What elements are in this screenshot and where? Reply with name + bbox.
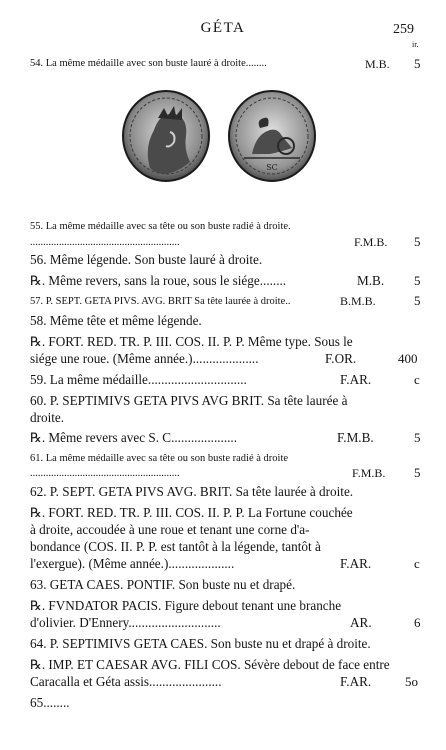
entry-56: 56. Même légende. Son buste lauré à droite.	[30, 252, 263, 267]
entry-57-value: 5	[414, 293, 421, 308]
entry-56-value: 5	[414, 273, 421, 288]
entry-58: 58. Même tête et même légende.	[30, 313, 202, 328]
entry-60-reverse: ℞. Même revers avec S. C....................	[30, 430, 238, 445]
entry-62-reverse-line4: l'exergue). (Même année.)....................	[30, 556, 235, 571]
entry-58-value: 400	[398, 351, 418, 366]
entry-55-value: 5	[414, 234, 421, 249]
entry-57: 57. P. SEPT. GETA PIVS. AVG. BRIT Sa tête laurée à droite..	[30, 296, 291, 307]
entry-62-value: c	[414, 556, 420, 571]
entry-56-reverse: ℞. Même revers, sans la roue, sous le siége........	[30, 273, 287, 288]
page-title: GÉTA	[200, 20, 246, 36]
entry-58-rarity: F.OR.	[325, 351, 357, 366]
entry-59-value: c	[414, 372, 420, 387]
page-note: ir.	[412, 40, 419, 49]
entry-62-reverse-line2: à droite, accoudée à une roue et tenant une corne d'a-	[30, 522, 310, 537]
entry-65: 65........	[30, 695, 70, 710]
entry-64: 64. P. SEPTIMIVS GETA CAES. Son buste nu et drapé à droite.	[30, 636, 371, 651]
entry-62: 62. P. SEPT. GETA PIVS AVG. BRIT. Sa tête laurée à droite.	[30, 484, 354, 499]
entry-54-value: 5	[414, 56, 421, 71]
entry-60: 60. P. SEPTIMIVS GETA PIVS AVG BRIT. Sa tête laurée à	[30, 393, 348, 408]
entry-63-value: 6	[414, 615, 421, 630]
entry-62-rarity: F.AR.	[340, 556, 372, 571]
entry-63-reverse-cont: d'olivier. D'Ennery............................	[30, 615, 221, 630]
entry-63-rarity: AR.	[350, 615, 372, 630]
entry-60-cont: droite.	[30, 410, 65, 425]
entry-61-value: 5	[414, 465, 421, 480]
entry-60-rarity: F.M.B.	[337, 430, 374, 445]
entry-58-reverse-cont: siége une roue. (Même année.)....................	[30, 351, 259, 366]
entry-63: 63. GETA CAES. PONTIF. Son buste nu et drapé.	[30, 577, 296, 592]
entry-56-rarity: M.B.	[357, 273, 385, 288]
coin-reverse-image	[226, 88, 318, 184]
entry-61-dots: .........................................................	[30, 468, 180, 479]
entry-55-dots: .........................................................	[30, 237, 180, 248]
entry-54: 54. La même médaille avec son buste lauré à droite........	[30, 58, 267, 69]
entry-59: 59. La même médaille..............................	[30, 372, 247, 387]
entry-62-reverse: ℞. FORT. RED. TR. P. III. COS. II. P. P. La Fortune couchée	[30, 505, 353, 520]
entry-64-reverse-cont: Caracalla et Géta assis......................	[30, 674, 222, 689]
coin-obverse-image	[120, 88, 212, 184]
entry-64-rarity: F.AR.	[340, 674, 372, 689]
entry-55-rarity: F.M.B.	[354, 235, 388, 249]
entry-54-rarity: M.B.	[365, 57, 390, 71]
entry-64-reverse: ℞. IMP. ET CAESAR AVG. FILI COS. Sévère debout de face entre	[30, 657, 390, 672]
entry-61: 61. La même médaille avec sa tête ou son buste radié à droite	[30, 453, 289, 464]
entry-61-rarity: F.M.B.	[352, 466, 386, 480]
entry-55: 55. La même médaille avec sa tête ou son buste radié à droite.	[30, 221, 291, 232]
entry-63-reverse: ℞. FVNDATOR PACIS. Figure debout tenant une branche	[30, 598, 342, 613]
entry-62-reverse-line3: bondance (COS. II. P. P. est tantôt à la légende, tantôt à	[30, 539, 321, 554]
entry-64-value: 5o	[405, 674, 418, 689]
entry-58-reverse: ℞. FORT. RED. TR. P. III. COS. II. P. P. Même type. Sous le	[30, 334, 353, 349]
entry-57-rarity: B.M.B.	[340, 294, 376, 308]
entry-59-rarity: F.AR.	[340, 372, 372, 387]
coin-exergue: SC	[266, 163, 278, 172]
page-number: 259	[393, 22, 414, 37]
entry-60-value: 5	[414, 430, 421, 445]
